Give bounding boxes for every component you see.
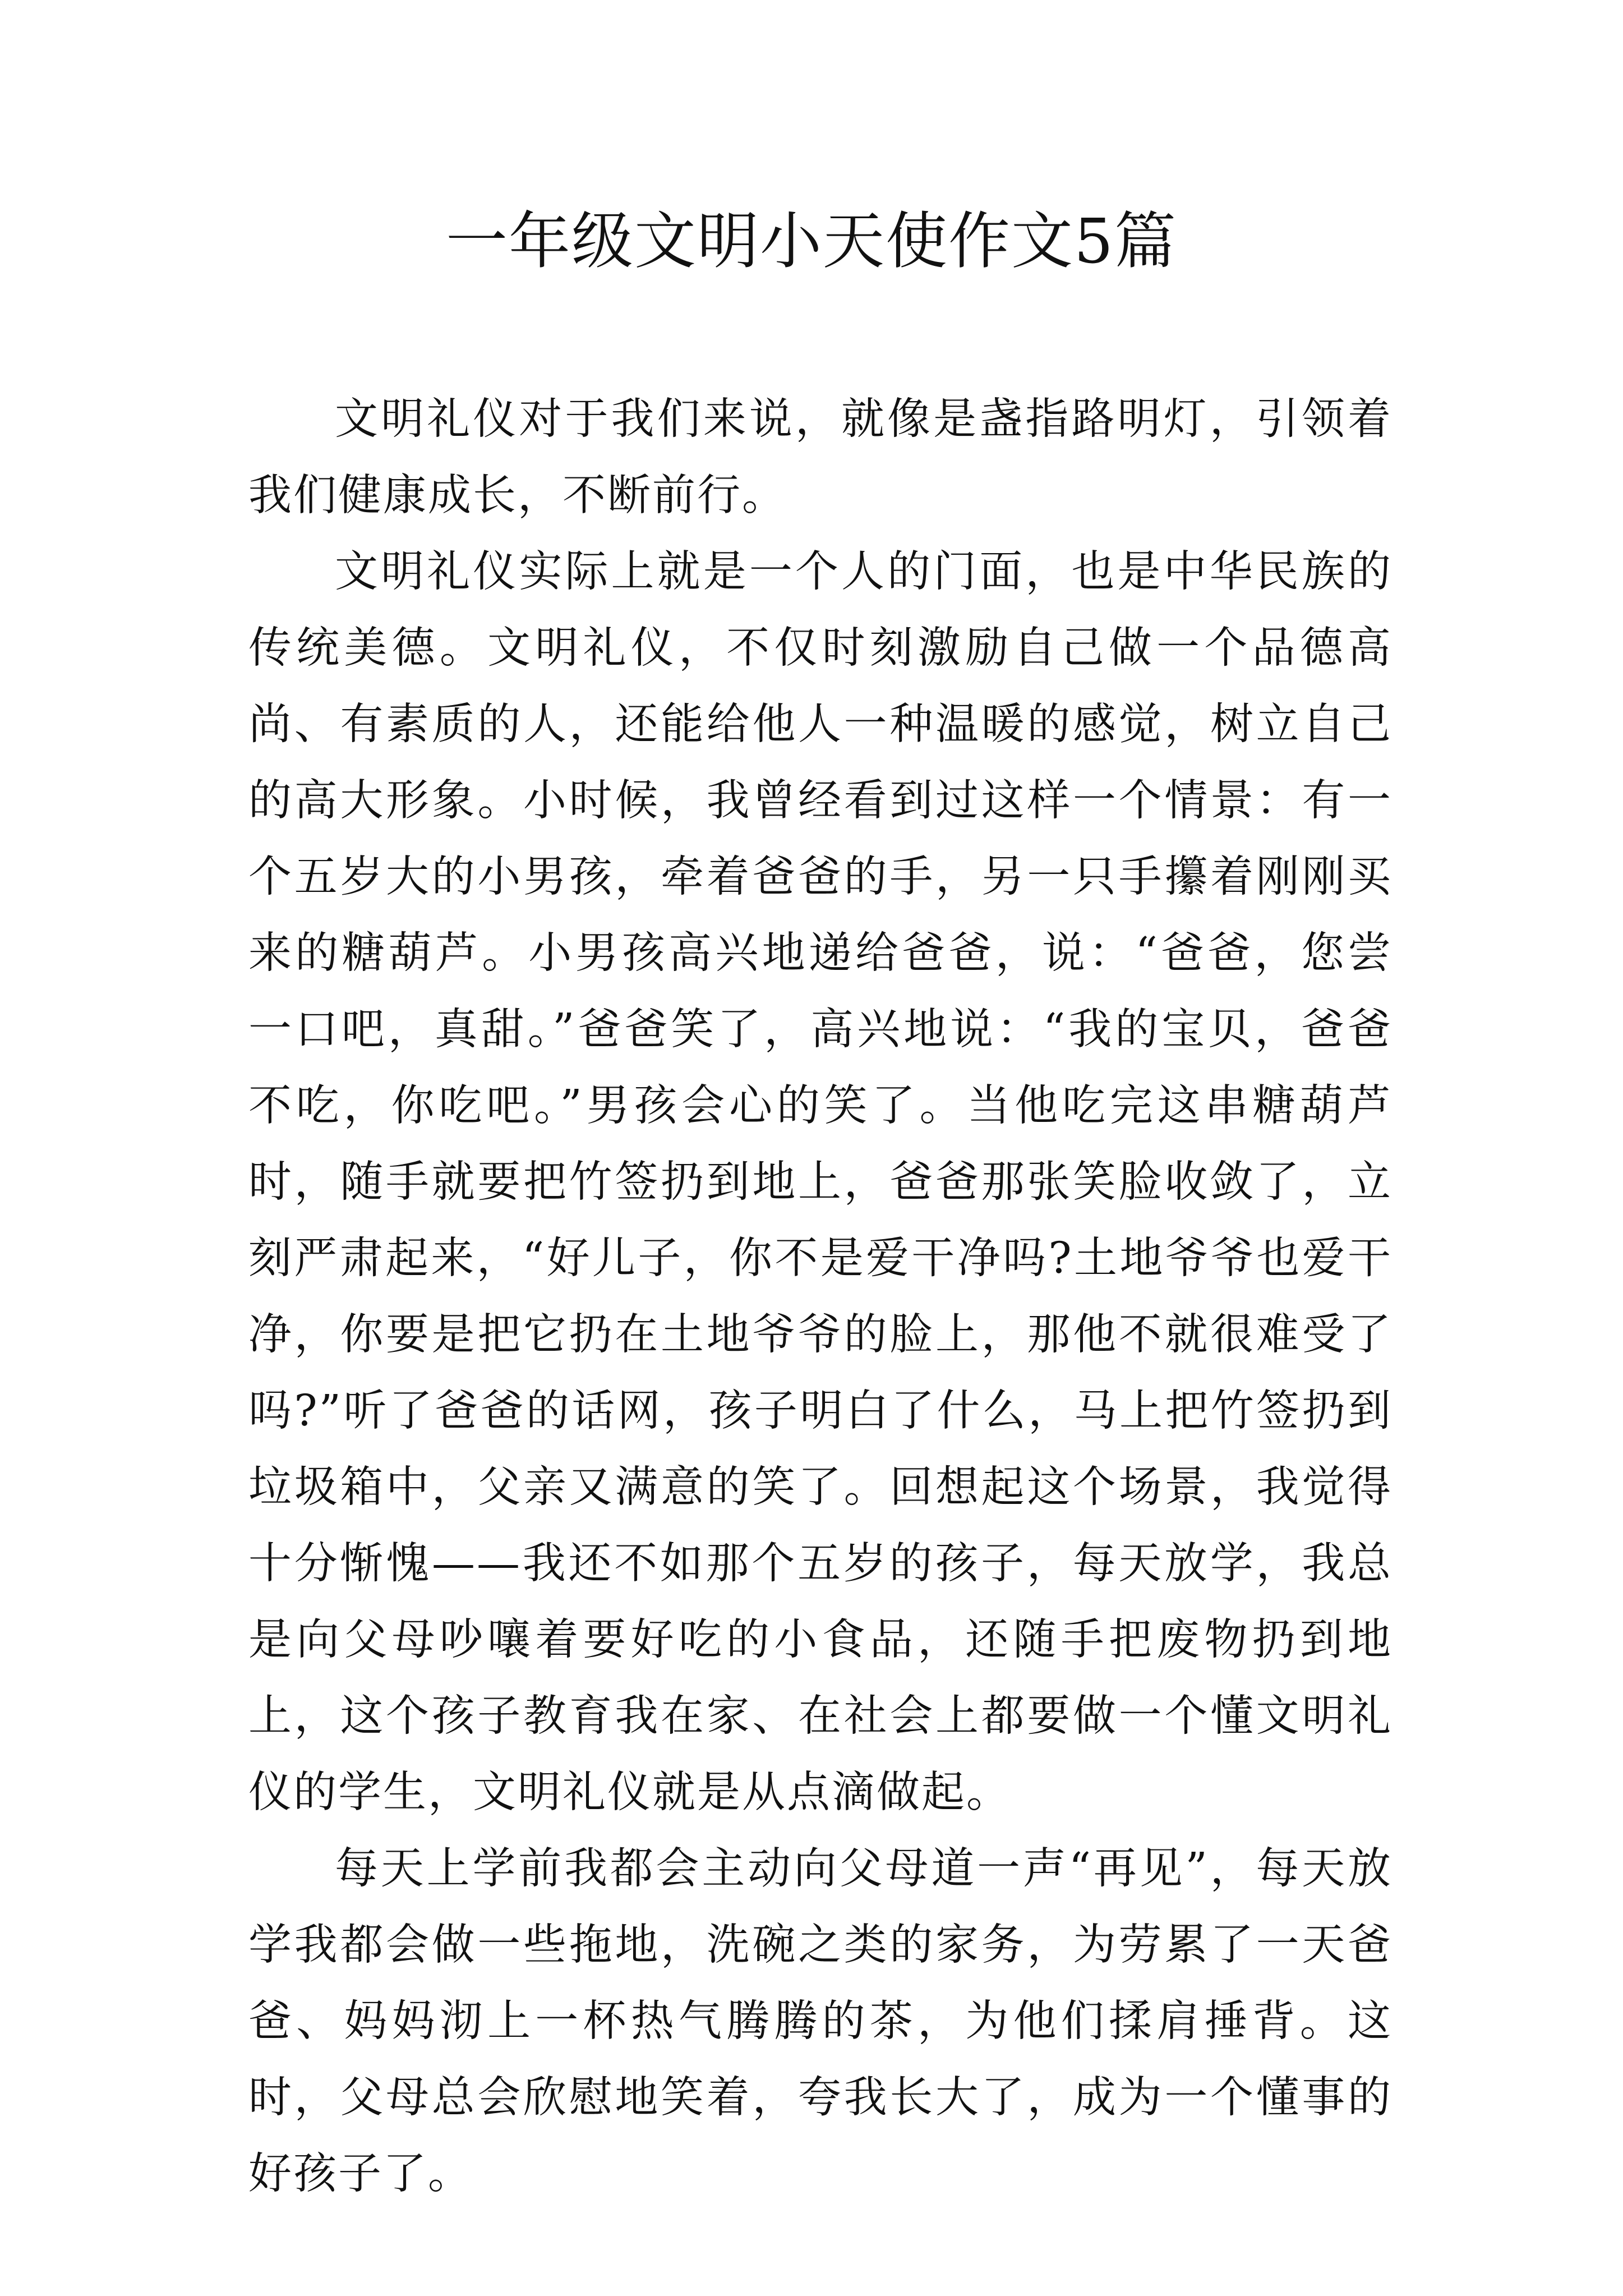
paragraph-1: 文明礼仪对于我们来说，就像是盏指路明灯，引领着我们健康成长，不断前行。 xyxy=(248,394,1393,521)
document-title: 一年级文明小天使作文5篇 xyxy=(446,205,1177,277)
paragraph-3: 每天上学前我都会主动向父母道一声“再见”，每天放学我都会做一些拖地，洗碗之类的家务，为劳累了一天爸爸、妈妈沏上一杯热气腾腾的茶，为他们揉肩捶背。这时，父母总会欣慰地笑着，夸我长大了，成为一个懂事的好孩子了。 xyxy=(248,1844,1393,2199)
document-body xyxy=(248,381,1393,2212)
paragraph-2: 文明礼仪实际上就是一个人的门面，也是中华民族的传统美德。文明礼仪，不仅时刻激励自己做一个品德高尚、有素质的人，还能给他人一种温暖的感觉，树立自己的高大形象。小时候，我曾经看到过这样一个情景：有一个五岁大的小男孩，牵着爸爸的手，另一只手攥着刚刚买来的糖葫芦。小男孩高兴地递给爸爸，说：“爸爸，您尝一口吧，真甜。”爸爸笑了，高兴地说：“我的宝贝，爸爸不吃，你吃吧。”男孩会心的笑了。当他吃完这串糖葫芦时，随手就要把竹签扔到地上，爸爸那张笑脸收敛了，立刻严肃起来，“好儿子，你不是爱干净吗?土地爷爷也爱干净，你要是把它扔在土地爷爷的脸上，那他不就很难受了吗?”听了爸爸的话网，孩子明白了什么，马上把竹签扔到垃圾箱中，父亲又满意的笑了。回想起这个场景，我觉得十分惭愧——我还不如那个五岁的孩子，每天放学，我总是向父母吵嚷着要好吃的小食品，还随手把废物扔到地上，这个孩子教育我在家、在社会上都要做一个懂文明礼仪的学生，文明礼仪就是从点滴做起。 xyxy=(248,547,1393,1818)
